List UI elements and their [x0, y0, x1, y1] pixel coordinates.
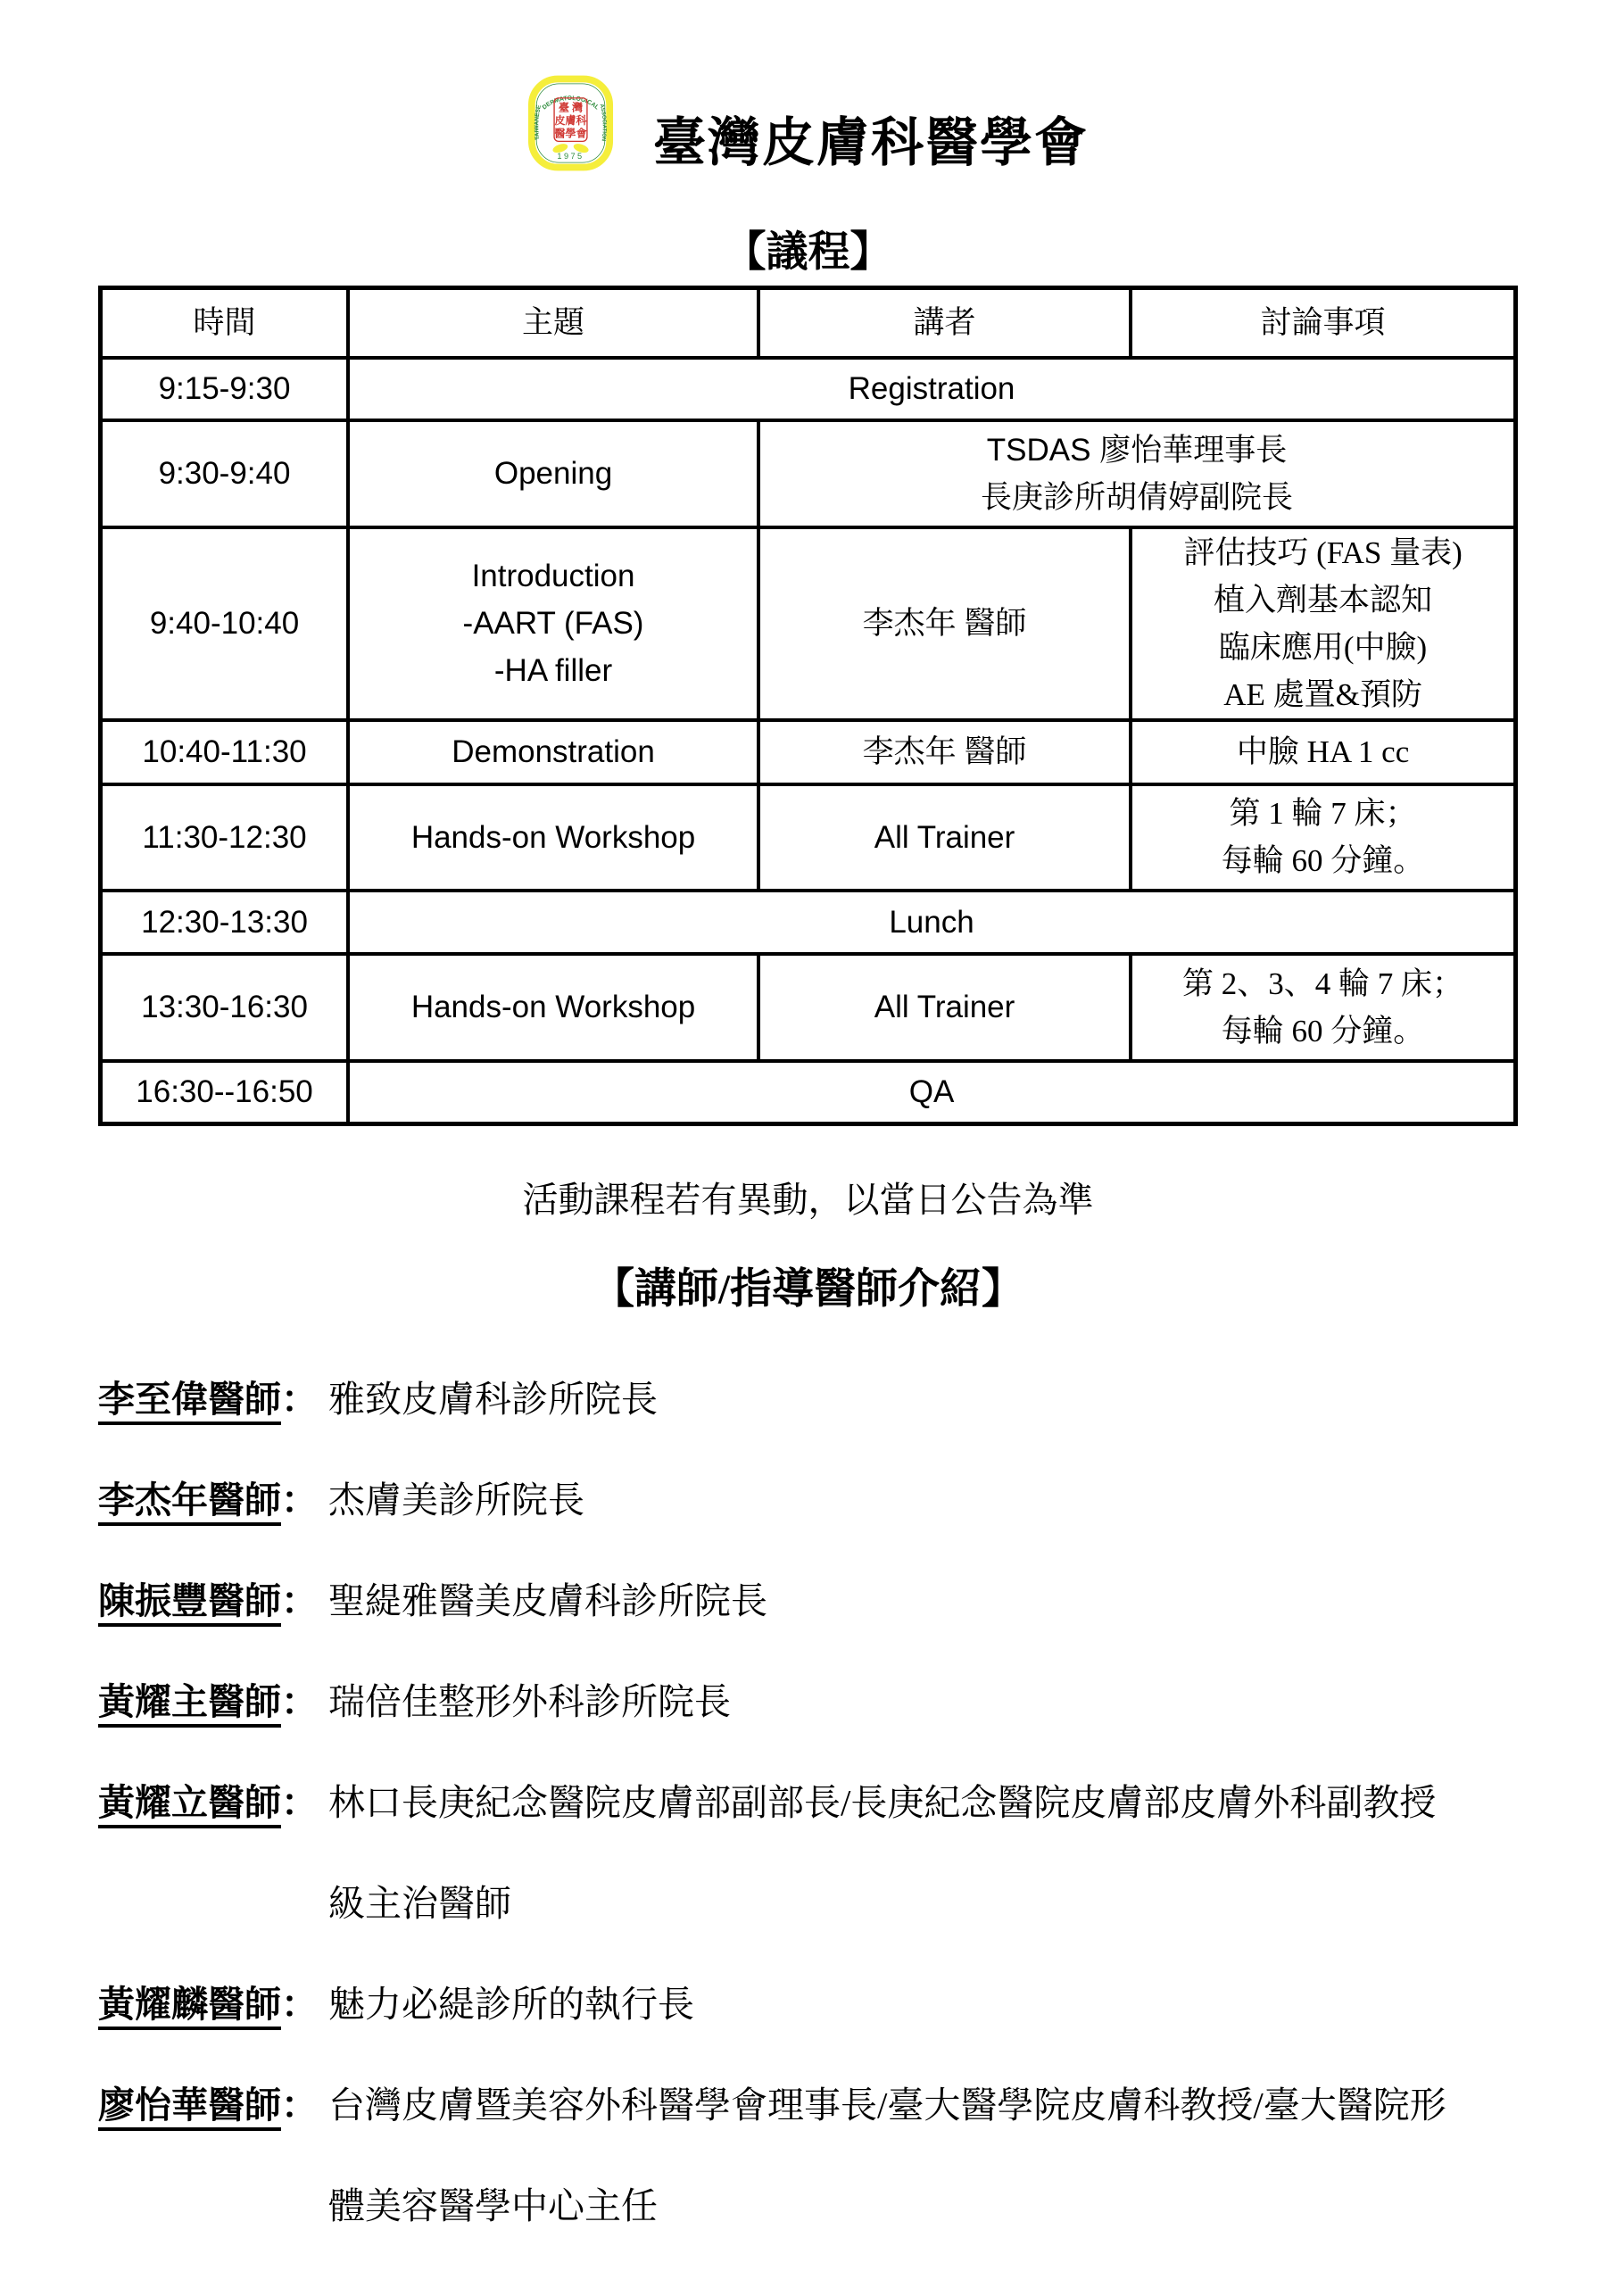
masthead [98, 71, 1518, 171]
logo-right-text: ASSOCIATION [598, 104, 607, 142]
table-row-handson-1 [101, 784, 1516, 891]
lecturer-entry [98, 1349, 1518, 1450]
lecturer-name: 廖怡華醫師 [98, 2085, 281, 2126]
lecturer-colon: ： [281, 1580, 318, 1621]
table-row-lunch [101, 891, 1516, 954]
time-cell: 10:40-11:30 [101, 720, 349, 784]
col-header-speaker: 講者 [758, 288, 1131, 358]
lecturer-name-cell [98, 1753, 328, 1853]
merged-cell: Lunch [348, 891, 1515, 954]
topic-cell: Hands-on Workshop [348, 784, 758, 891]
discussion-line: AE 處置&預防 [1223, 676, 1422, 712]
lecturer-name: 黃耀立醫師 [98, 1782, 281, 1823]
col-header-topic: 主題 [348, 288, 758, 358]
lecturer-colon: ： [281, 1782, 318, 1823]
discussion-cell [1131, 784, 1515, 891]
lecturer-name-cell [98, 1652, 328, 1753]
lecturer-description-line: 杰膚美診所院長 [328, 1480, 584, 1521]
lecturer-description-line: 台灣皮膚暨美容外科醫學會理事長/臺大醫學院皮膚科教授/臺大醫院形 [328, 2085, 1446, 2126]
lecturer-name-cell [98, 1551, 328, 1652]
lecturer-name: 黃耀主醫師 [98, 1681, 281, 1722]
discussion-line: 第 1 輪 7 床； [1229, 796, 1417, 831]
speaker-cell: All Trainer [758, 954, 1131, 1061]
lecturer-name: 陳振豐醫師 [98, 1580, 281, 1621]
time-cell: 13:30-16:30 [101, 954, 349, 1061]
lecturer-description-line: 魅力必緹診所的執行長 [328, 1984, 694, 2025]
discussion-line: 第 2、3、4 輪 7 床； [1182, 966, 1464, 1001]
lecturer-description [328, 1349, 1518, 1450]
col-header-time: 時間 [101, 288, 349, 358]
lecturer-description-line: 瑞倍佳整形外科診所院長 [328, 1681, 731, 1722]
lecturer-colon: ： [281, 1984, 318, 2025]
lecturer-entry [98, 1753, 1518, 1954]
lecturer-colon: ： [281, 1379, 318, 1420]
discussion-cell [1131, 954, 1515, 1061]
table-row-qa [101, 1061, 1516, 1124]
agenda-heading: 【議程】 [724, 229, 892, 276]
lecturer-entry [98, 1450, 1518, 1551]
speaker-cell [758, 420, 1516, 527]
lecturer-description [328, 1652, 1518, 1753]
col-header-discussion: 討論事項 [1131, 288, 1515, 358]
lecturer-name-cell [98, 1954, 328, 2055]
logo-center-line1: 臺 灣 [558, 101, 584, 114]
page-title: 臺灣皮膚科醫學會 [652, 113, 1089, 172]
lecturers-heading: 【講師/指導醫師介紹】 [592, 1266, 1024, 1313]
lecturer-description-line: 體美容醫學中心主任 [328, 2185, 658, 2226]
logo-left-text: TAIWANESE [534, 104, 543, 141]
logo-center-line2: 皮膚科 [554, 113, 587, 127]
lecturer-description [328, 1551, 1518, 1652]
time-cell: 12:30-13:30 [101, 891, 349, 954]
logo-center-line3: 醫學會 [554, 127, 587, 140]
lecturer-description-line: 雅致皮膚科診所院長 [328, 1379, 658, 1420]
table-row-registration [101, 358, 1516, 420]
discussion-line: 評估技巧 (FAS 量表) [1183, 535, 1463, 570]
lecturer-description [328, 1753, 1518, 1954]
discussion-line: 臨床應用(中臉) [1218, 629, 1428, 665]
lecturer-entry [98, 1652, 1518, 1753]
topic-line: -AART (FAS) [462, 606, 644, 641]
logo-top-text: DERMATOLOGICAL [541, 95, 601, 112]
speaker-line: 長庚診所胡倩婷副院長 [980, 479, 1293, 515]
table-row-demonstration [101, 720, 1516, 784]
speaker-cell: All Trainer [758, 784, 1131, 891]
lecturer-name-cell [98, 2055, 328, 2156]
time-cell: 16:30--16:50 [101, 1061, 349, 1124]
lecturer-name-cell [98, 1450, 328, 1551]
table-row-introduction [101, 527, 1516, 720]
time-cell: 11:30-12:30 [101, 784, 349, 891]
merged-cell: Registration [348, 358, 1515, 420]
topic-cell: Hands-on Workshop [348, 954, 758, 1061]
time-cell: 9:15-9:30 [101, 358, 349, 420]
lecturer-description-line: 級主治醫師 [328, 1883, 511, 1924]
lecturer-description-line: 林口長庚紀念醫院皮膚部副部長/長庚紀念醫院皮膚部皮膚外科副教授 [328, 1782, 1437, 1823]
topic-cell: Demonstration [348, 720, 758, 784]
discussion-line: 每輪 60 分鐘。 [1221, 1013, 1425, 1049]
lecturer-name-cell [98, 1349, 328, 1450]
lecturer-list [98, 1349, 1518, 2257]
speaker-cell: 李杰年 醫師 [758, 527, 1131, 720]
topic-cell [348, 527, 758, 720]
lecturer-description-line: 聖緹雅醫美皮膚科診所院長 [328, 1580, 767, 1621]
lecturer-description [328, 1954, 1518, 2055]
time-cell: 9:40-10:40 [101, 527, 349, 720]
association-logo-icon [527, 75, 614, 171]
topic-line: Introduction [471, 559, 635, 593]
table-row-handson-2 [101, 954, 1516, 1061]
lecturer-name: 黃耀麟醫師 [98, 1984, 281, 2025]
lecturer-colon: ： [281, 1480, 318, 1521]
lecturer-description [328, 2055, 1518, 2257]
lecturer-entry [98, 1551, 1518, 1652]
topic-line: -HA filler [493, 653, 613, 688]
schedule-change-note: 活動課程若有異動，以當日公告為準 [522, 1180, 1094, 1220]
discussion-line: 每輪 60 分鐘。 [1221, 843, 1425, 878]
lecturer-name: 李杰年醫師 [98, 1480, 281, 1521]
speaker-cell: 李杰年 醫師 [758, 720, 1131, 784]
speaker-line: TSDAS 廖怡華理事長 [986, 432, 1288, 468]
lecturer-colon: ： [281, 2085, 318, 2126]
agenda-table [98, 286, 1518, 1126]
lecturer-entry [98, 1954, 1518, 2055]
lecturer-entry [98, 2055, 1518, 2257]
lecturer-description [328, 1450, 1518, 1551]
merged-cell: QA [348, 1061, 1515, 1124]
lecturer-colon: ： [281, 1681, 318, 1722]
table-row-opening [101, 420, 1516, 527]
discussion-cell: 中臉 HA 1 cc [1131, 720, 1515, 784]
table-header-row [101, 288, 1516, 358]
logo-year-text: 1975 [557, 151, 584, 161]
discussion-cell [1131, 527, 1515, 720]
lecturer-name: 李至偉醫師 [98, 1379, 281, 1420]
discussion-line: 植入劑基本認知 [1214, 582, 1433, 618]
topic-cell: Opening [348, 420, 758, 527]
time-cell: 9:30-9:40 [101, 420, 349, 527]
